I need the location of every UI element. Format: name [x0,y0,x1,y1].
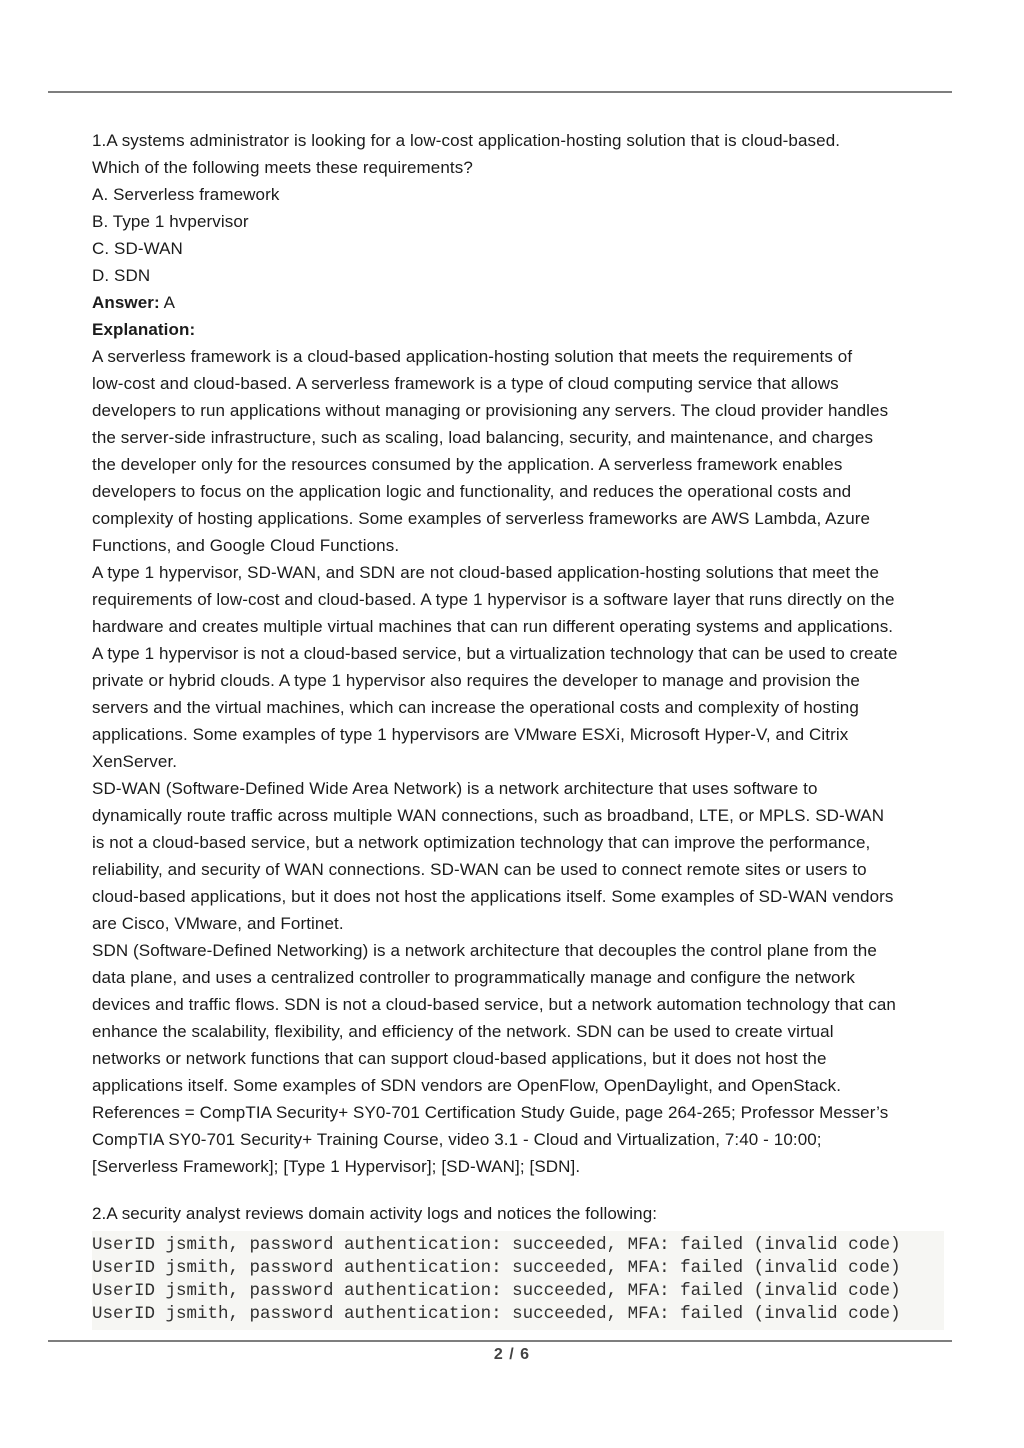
explanation-line: A serverless framework is a cloud-based application-hosting solution that meets the requirements of [92,347,853,366]
question-2-text: 2.A security analyst reviews domain activity logs and notices the following: [92,1204,658,1223]
answer-option: A. Serverless framework [92,185,280,204]
explanation-line: References = CompTIA Security+ SY0-701 Certification Study Guide, page 264-265; Professor Messer’s [92,1103,889,1122]
explanation-line: [Serverless Framework]; [Type 1 Hypervisor]; [SD-WAN]; [SDN]. [92,1157,581,1176]
explanation-line: cloud-based applications, but it does not host the applications itself. Some examples of SD-WAN vendors [92,887,894,906]
explanation-line: is not a cloud-based service, but a network optimization technology that can improve the performance, [92,833,871,852]
explanation-line: private or hybrid clouds. A type 1 hypervisor also requires the developer to manage and provision the [92,671,860,690]
explanation-line: servers and the virtual machines, which can increase the operational costs and complexity of hosting [92,698,859,717]
explanation-line: hardware and creates multiple virtual machines that can run different operating systems and applications. [92,617,894,636]
explanation-paragraph-4 [92,937,936,1180]
explanation-line: applications itself. Some examples of SDN vendors are OpenFlow, OpenDaylight, and OpenStack. [92,1076,842,1095]
explanation-line: reliability, and security of WAN connections. SD-WAN can be used to connect remote sites or users to [92,860,867,879]
explanation-label: Explanation: [92,320,196,339]
question-text-line: Which of the following meets these requirements? [92,158,473,177]
explanation-line: A type 1 hypervisor, SD-WAN, and SDN are not cloud-based application-hosting solutions that meet the [92,563,880,582]
answer-option: B. Type 1 hvpervisor [92,212,249,231]
explanation-line: applications. Some examples of type 1 hypervisors are VMware ESXi, Microsoft Hyper-V, and Citrix [92,725,849,744]
explanation-line: the server-side infrastructure, such as scaling, load balancing, security, and maintenance, and charges [92,428,874,447]
explanation-line: SD-WAN (Software-Defined Wide Area Network) is a network architecture that uses software to [92,779,818,798]
explanation-line: XenServer. [92,752,178,771]
answer-value: A [159,293,176,312]
question-1-answer-line [92,289,936,316]
answer-label: Answer: [92,293,160,312]
footer-divider [48,1340,952,1342]
explanation-line: are Cisco, VMware, and Fortinet. [92,914,344,933]
explanation-line: enhance the scalability, flexibility, and efficiency of the network. SDN can be used to create virtual [92,1022,834,1041]
explanation-line: SDN (Software-Defined Networking) is a network architecture that decouples the control plane from the [92,941,877,960]
explanation-paragraph-2 [92,559,936,775]
explanation-line: dynamically route traffic across multiple WAN connections, such as broadband, LTE, or MPLS. SD-WAN [92,806,885,825]
page-number: 2 / 6 [493,1346,531,1363]
question-text-line: 1.A systems administrator is looking for a low-cost application-hosting solution that is cloud-based. [92,131,841,150]
explanation-line: developers to run applications without managing or provisioning any servers. The cloud provider handles [92,401,889,420]
log-line: UserID jsmith, password authentication: succeeded, MFA: failed (invalid code) [92,1281,901,1301]
explanation-line: networks or network functions that can support cloud-based applications, but it does not host the [92,1049,827,1068]
explanation-line: requirements of low-cost and cloud-based. A type 1 hypervisor is a software layer that runs directly on the [92,590,895,609]
header-divider [48,91,952,93]
log-line: UserID jsmith, password authentication: succeeded, MFA: failed (invalid code) [92,1235,901,1255]
explanation-line: the developer only for the resources consumed by the application. A serverless framework enables [92,455,843,474]
explanation-line: developers to focus on the application logic and functionality, and reduces the operational costs and [92,482,852,501]
domain-activity-log-output [92,1231,944,1330]
answer-option: D. SDN [92,266,151,285]
explanation-line: CompTIA SY0-701 Security+ Training Course, video 3.1 - Cloud and Virtualization, 7:40 - 10:00; [92,1130,822,1149]
explanation-line: complexity of hosting applications. Some examples of serverless frameworks are AWS Lambda, Azure [92,509,871,528]
question-2 [92,1200,936,1330]
log-line: UserID jsmith, password authentication: succeeded, MFA: failed (invalid code) [92,1258,901,1278]
answer-option: C. SD-WAN [92,239,183,258]
explanation-line: Functions, and Google Cloud Functions. [92,536,400,555]
question-1-options [92,181,936,289]
explanation-paragraph-1 [92,343,936,559]
explanation-line: devices and traffic flows. SDN is not a cloud-based service, but a network automation technology that can [92,995,896,1014]
explanation-line: data plane, and uses a centralized controller to programmatically manage and configure the network [92,968,855,987]
log-line: UserID jsmith, password authentication: succeeded, MFA: failed (invalid code) [92,1304,901,1324]
question-1-text [92,127,936,181]
question-1 [92,127,936,1180]
explanation-paragraph-3 [92,775,936,937]
page-content [92,127,936,1330]
explanation-line: low-cost and cloud-based. A serverless framework is a type of cloud computing service that allows [92,374,839,393]
explanation-line: A type 1 hypervisor is not a cloud-based service, but a virtualization technology that can be used to create [92,644,898,663]
